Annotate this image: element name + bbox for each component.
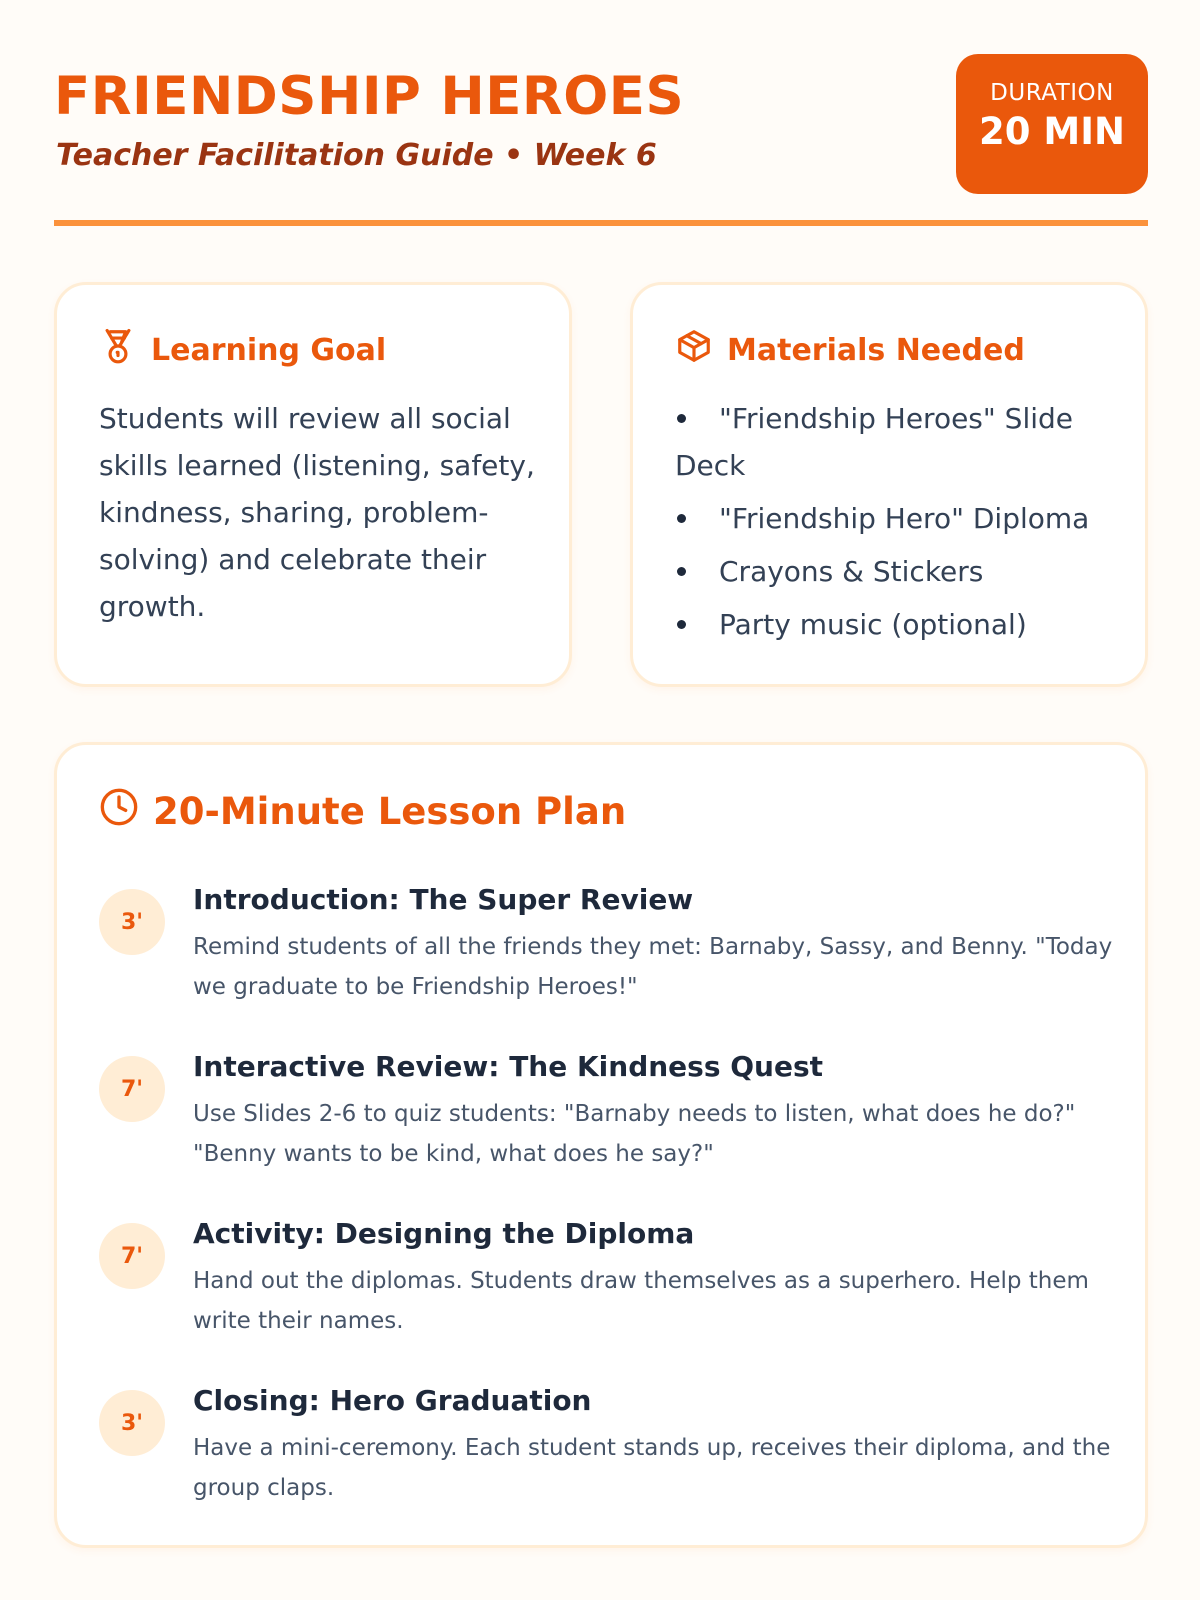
step-duration-badge: 3'	[99, 889, 165, 955]
list-item: Crayons & Stickers	[675, 548, 1115, 595]
duration-badge	[956, 54, 1148, 194]
list-item: "Friendship Hero" Diploma	[675, 495, 1115, 542]
lesson-plan-title: 20-Minute Lesson Plan	[153, 790, 627, 833]
step-title: Interactive Review: The Kindness Quest	[193, 1050, 824, 1083]
page-subtitle: Teacher Facilitation Guide • Week 6	[56, 138, 657, 173]
package-icon	[675, 327, 713, 373]
medal-icon	[99, 327, 137, 373]
step-description: Use Slides 2-6 to quiz students: "Barnaby needs to listen, what does he do?" "Benny wants to be kind, what does he say?"	[193, 1101, 1076, 1167]
learning-goal-text: Students will review all social skills learned (listening, safety, kindness, sharing, problem-solving) and celebrate their growth.	[99, 402, 535, 623]
step-duration-badge: 7'	[99, 1223, 165, 1289]
materials-card	[630, 282, 1148, 687]
lesson-plan-heading	[99, 787, 626, 836]
page-header	[54, 52, 1148, 192]
learning-goal-card	[54, 282, 572, 687]
step-duration-badge: 3'	[99, 1390, 165, 1456]
step-description: Remind students of all the friends they met: Barnaby, Sassy, and Benny. "Today we graduate to be Friendship Heroes!"	[193, 934, 1113, 1000]
clock-icon	[99, 787, 139, 836]
list-item: Party music (optional)	[675, 601, 1115, 648]
materials-heading	[675, 327, 1025, 373]
step-title: Introduction: The Super Review	[193, 883, 694, 916]
step-title: Closing: Hero Graduation	[193, 1384, 592, 1417]
duration-value: 20 MIN	[979, 110, 1125, 153]
materials-title: Materials Needed	[727, 332, 1025, 368]
list-item: "Friendship Heroes" Slide Deck	[675, 395, 1115, 489]
step-description: Hand out the diplomas. Students draw themselves as a superhero. Help them write their names.	[193, 1268, 1089, 1334]
learning-goal-heading	[99, 327, 386, 373]
duration-label: DURATION	[990, 80, 1114, 106]
learning-goal-title: Learning Goal	[151, 332, 387, 368]
step-title: Activity: Designing the Diploma	[193, 1217, 695, 1250]
materials-list	[675, 395, 1115, 654]
page-title: FRIENDSHIP HEROES	[54, 66, 685, 127]
lesson-plan-card	[54, 742, 1148, 1548]
header-divider	[54, 220, 1148, 226]
step-description: Have a mini-ceremony. Each student stands up, receives their diploma, and the group claps.	[193, 1435, 1111, 1501]
step-duration-badge: 7'	[99, 1056, 165, 1122]
